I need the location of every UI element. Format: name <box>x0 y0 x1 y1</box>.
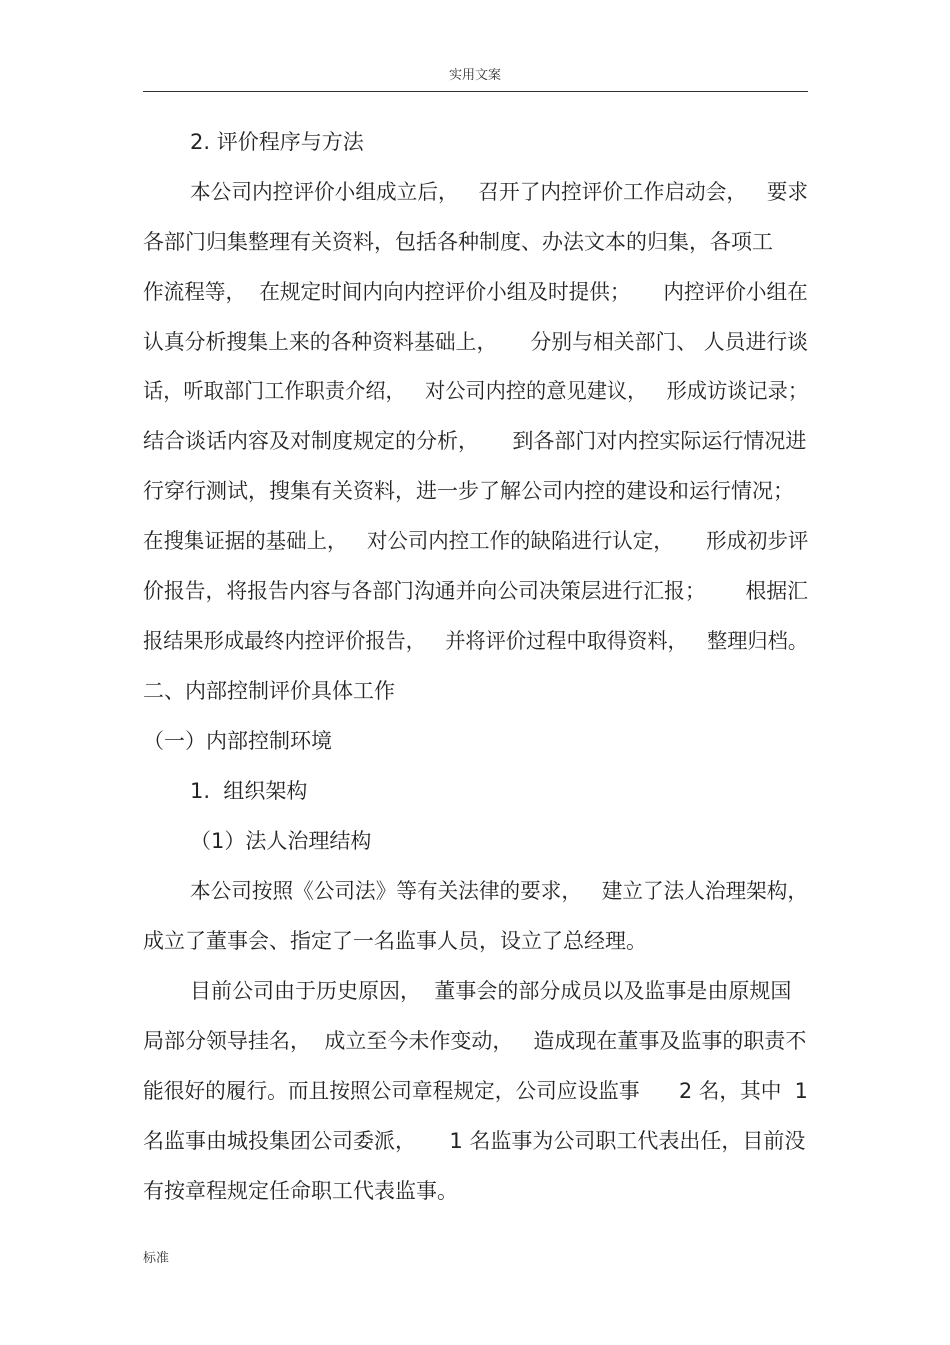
text-line: 成立了董事会、指定了一名监事人员，设立了总经理。 <box>143 929 647 953</box>
text-line: 话，听取部门工作职责介绍， 对公司内控的意见建议， 形成访谈记录； <box>143 379 809 403</box>
text-line: 价报告，将报告内容与各部门沟通并向公司决策层进行汇报； 根据汇 <box>143 579 809 603</box>
text-line: 本公司内控评价小组成立后， 召开了内控评价工作启动会， 要求 <box>190 180 809 204</box>
text-line: 本公司按照《公司法》等有关法律的要求， 建立了法人治理架构， <box>190 879 809 903</box>
text-line: 2. 评价程序与方法 <box>190 130 364 154</box>
text-line: 局部分领导挂名， 成立至今未作变动， 造成现在董事及监事的职责不 <box>143 1029 807 1053</box>
text-line: 目前公司由于历史原因， 董事会的部分成员以及监事是由原规国 <box>190 979 792 1003</box>
text-line: 作流程等， 在规定时间内向内控评价小组及时提供； 内控评价小组在 <box>143 280 808 304</box>
page-footer: 标准 <box>143 1251 170 1266</box>
text-line: 行穿行测试，搜集有关资料，进一步了解公司内控的建设和运行情况； <box>143 479 794 503</box>
text-line: 结合谈话内容及对制度规定的分析， 到各部门对内控实际运行情况进 <box>143 429 807 453</box>
item-heading: 1. 组织架构 <box>190 779 308 803</box>
header-rule <box>143 91 808 92</box>
subsection-heading: （一）内部控制环境 <box>143 729 332 753</box>
text-line: 能很好的履行。而且按照公司章程规定，公司应设监事 2 名，其中 1 <box>143 1079 808 1103</box>
text-line: 认真分析搜集上来的各种资料基础上， 分别与相关部门、 人员进行谈 <box>143 330 809 354</box>
section-heading: 二、内部控制评价具体工作 <box>143 679 395 703</box>
text-line: 有按章程规定任命职工代表监事。 <box>143 1179 458 1203</box>
text-line: 各部门归集整理有关资料，包括各种制度、办法文本的归集，各项工 <box>143 230 773 254</box>
text-line: 名监事由城投集团公司委派， 1 名监事为公司职工代表出任，目前没 <box>143 1129 806 1153</box>
page-header: 实用文案 <box>448 68 501 83</box>
text-line: 报结果形成最终内控评价报告， 并将评价过程中取得资料， 整理归档。 <box>143 629 809 653</box>
text-line: 在搜集证据的基础上， 对公司内控工作的缺陷进行认定， 形成初步评 <box>143 529 809 553</box>
subitem-heading: （1）法人治理结构 <box>190 829 372 853</box>
